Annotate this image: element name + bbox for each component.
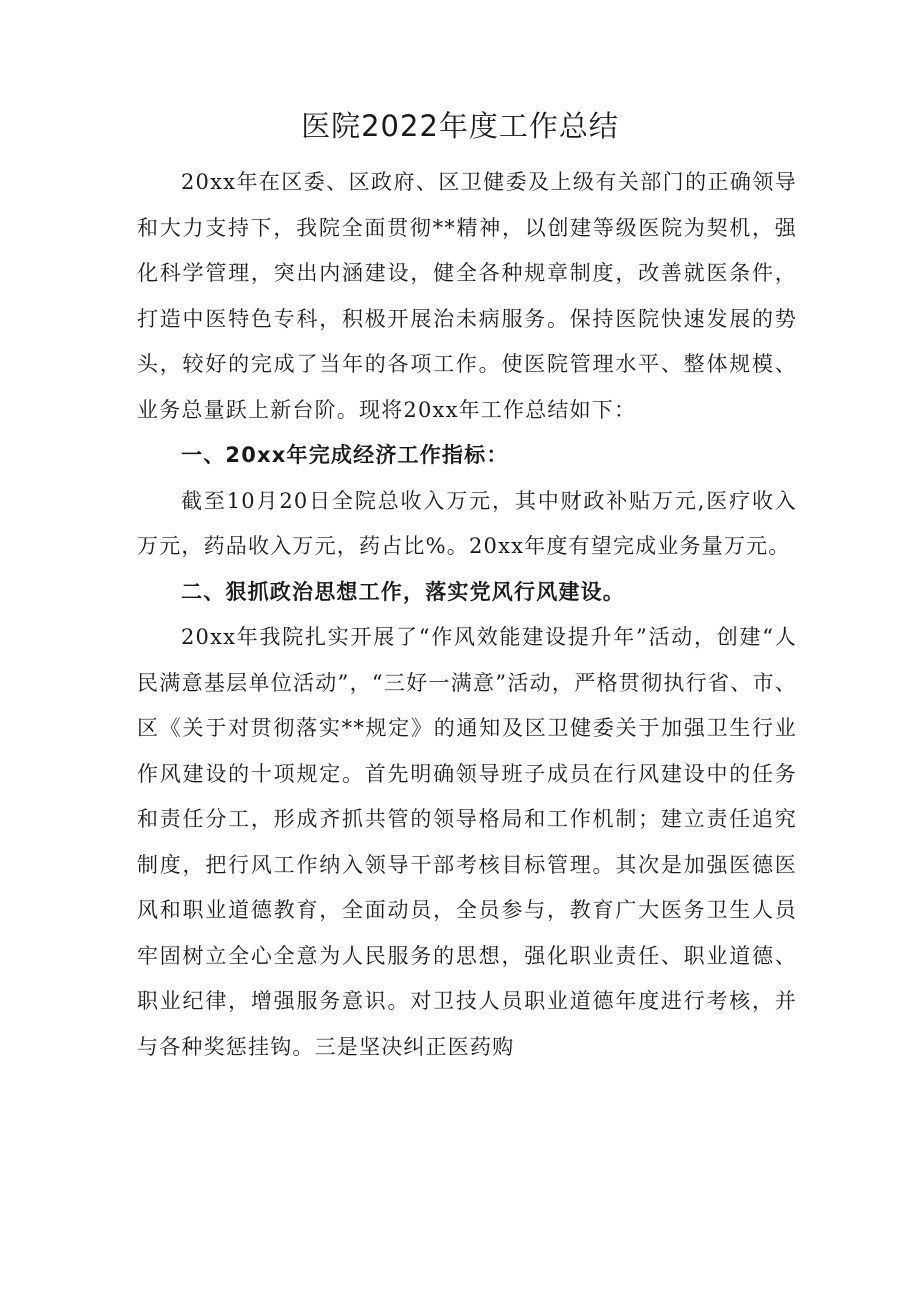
document-body [137,160,797,1070]
section-heading-1: 一、20xx年完成经济工作指标： [181,443,509,467]
section-1-paragraph: 截至10月20日全院总收入万元，其中财政补贴万元,医疗收入万元，药品收入万元，药占比%。20xx年度有望完成业务量万元。 [137,488,797,558]
document-title: 医院2022年度工作总结 [301,109,619,143]
section-2-paragraph: 20xx年我院扎实开展了“作风效能建设提升年”活动，创建“人民满意基层单位活动”，“三好一满意”活动，严格贯彻执行省、市、区《关于对贯彻落实**规定》的通知及区卫健委关于加强卫生行业作风建设的十项规定。首先明确领导班子成员在行风建设中的任务和责任分工，形成齐抓共管的领导格局和工作机制；建立责任追究制度，把行风工作纳入领导干部考核目标管理。其次是加强医德医风和职业道德教育，全面动员，全员参与，教育广大医务卫生人员牢固树立全心全意为人民服务的思想，强化职业责任、职业道德、职业纪律，增强服务意识。对卫技人员职业道德年度进行考核，并与各种奖惩挂钩。三是坚决纠正医药购 [137,625,797,1059]
intro-paragraph: 20xx年在区委、区政府、区卫健委及上级有关部门的正确领导和大力支持下，我院全面贯彻**精神，以创建等级医院为契机，强化科学管理，突出内涵建设，健全各种规章制度，改善就医条件，打造中医特色专科，积极开展治未病服务。保持医院快速发展的势头，较好的完成了当年的各项工作。使医院管理水平、整体规模、业务总量跃上新台阶。现将20xx年工作总结如下： [137,170,797,422]
section-heading-2: 二、狠抓政治思想工作，落实党风行风建设。 [181,579,625,604]
